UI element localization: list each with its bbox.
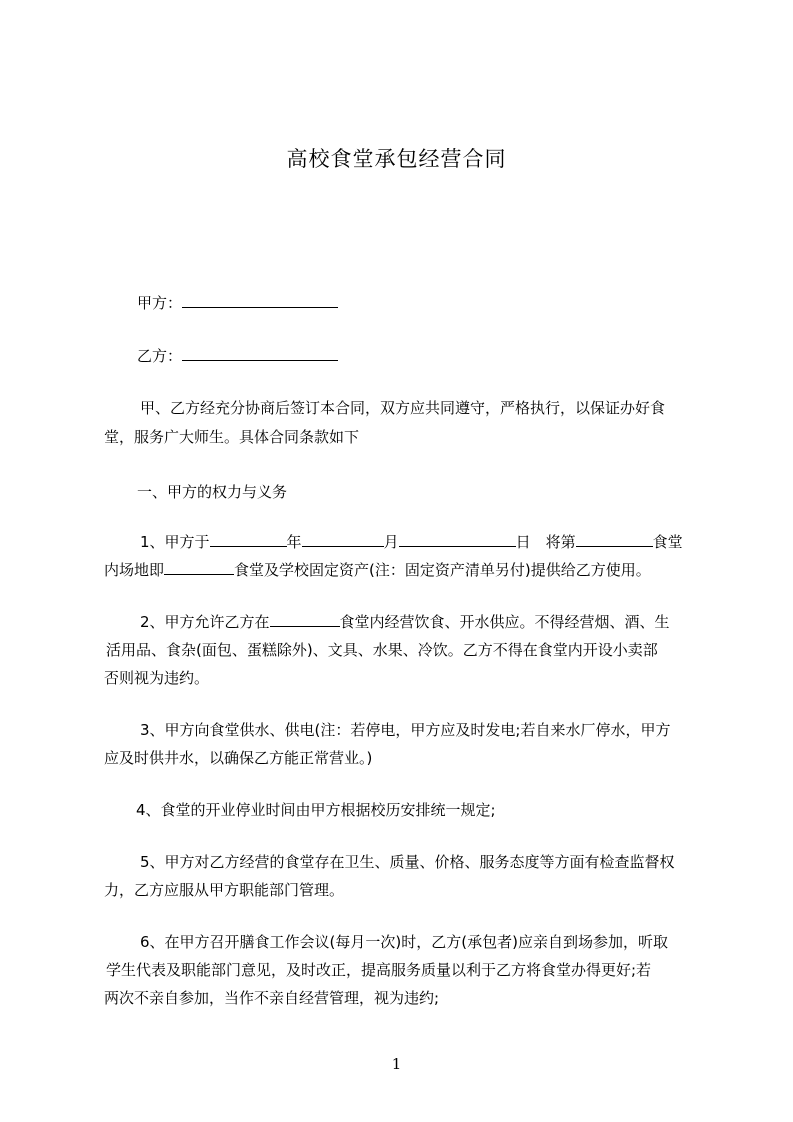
clause-3-line-2: 应及时供井水，以确保乙方能正常营业。): [104, 749, 373, 767]
clause-6-line-2: 学生代表及职能部门意见，及时改正，提高服务质量以利于乙方将食堂办得更好;若: [106, 961, 652, 979]
clause-1-blank-site[interactable]: [164, 560, 234, 575]
party-a-blank[interactable]: [182, 293, 338, 308]
clause-2-line-2: 活用品、食杂(面包、蛋糕除外)、文具、水果、冷饮。乙方不得在食堂内开设小卖部: [106, 641, 658, 659]
clause-5-line-1: 5、甲方对乙方经营的食堂存在卫生、质量、价格、服务态度等方面有检查监督权: [140, 853, 675, 871]
clause-6-line-3: 两次不亲自参加，当作不亲自经营管理，视为违约;: [104, 989, 440, 1007]
party-a-line: [137, 293, 338, 313]
clause-1-text-f: 内场地即: [104, 561, 165, 579]
clause-1-text-d: 日 将第: [515, 533, 576, 551]
party-b-line: [137, 346, 338, 366]
clause-1-text-g: 食堂及学校固定资产(注：固定资产清单另付)提供给乙方使用。: [234, 561, 651, 579]
clause-2-blank[interactable]: [270, 612, 340, 627]
clause-1-text-e: 食堂: [652, 533, 683, 551]
party-b-blank[interactable]: [182, 346, 338, 361]
section-heading: 一、甲方的权力与义务: [137, 483, 288, 501]
intro-line-2: 堂，服务广大师生。具体合同条款如下: [104, 428, 360, 446]
clause-2-line-3: 否则视为违约。: [104, 669, 210, 687]
clause-5-line-2: 力，乙方应服从甲方职能部门管理。: [104, 881, 345, 899]
page-number: 1: [391, 1055, 402, 1073]
party-b-label: 乙方：: [137, 347, 183, 365]
clause-2-text-b: 食堂内经营饮食、开水供应。不得经营烟、酒、生: [339, 613, 670, 631]
clause-1-text-b: 年: [286, 533, 302, 551]
clause-1-blank-year[interactable]: [210, 532, 287, 547]
clause-3-line-1: 3、甲方向食堂供水、供电(注：若停电，甲方应及时发电;若自来水厂停水，甲方: [140, 721, 671, 739]
clause-1-text-c: 月: [383, 533, 399, 551]
clause-1-line-2: [104, 560, 651, 580]
document-title: 高校食堂承包经营合同: [286, 147, 507, 171]
clause-2-text-a: 2、甲方允许乙方在: [140, 613, 270, 631]
clause-1-blank-canteen[interactable]: [576, 532, 653, 547]
clause-1-line-1: [140, 532, 683, 552]
clause-1-text-a: 1、甲方于: [140, 533, 210, 551]
clause-1-blank-day[interactable]: [399, 532, 516, 547]
clause-6-line-1: 6、在甲方召开膳食工作会议(每月一次)时，乙方(承包者)应亲自到场参加，听取: [140, 933, 668, 951]
intro-line-1: 甲、乙方经充分协商后签订本合同，双方应共同遵守，严格执行，以保证办好食: [140, 399, 666, 417]
clause-1-blank-month[interactable]: [302, 532, 384, 547]
party-a-label: 甲方：: [137, 294, 183, 312]
clause-4-line-1: 4、食堂的开业停业时间由甲方根据校历安排统一规定;: [136, 801, 496, 819]
clause-2-line-1: [140, 612, 670, 632]
